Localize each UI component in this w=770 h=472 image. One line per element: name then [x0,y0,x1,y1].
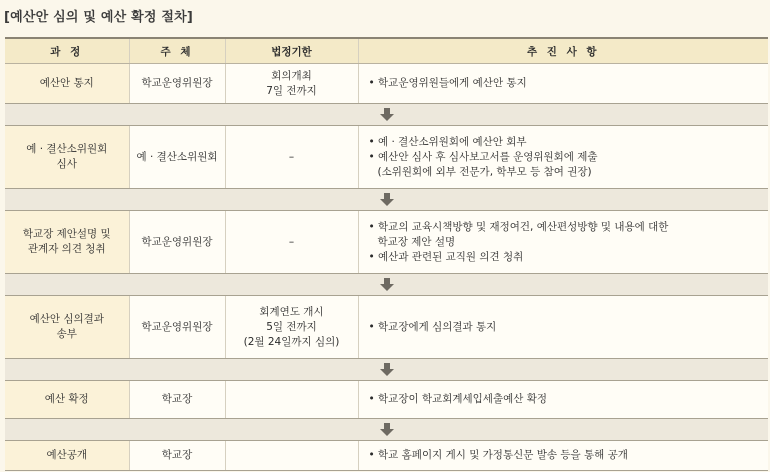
detail-item: (소위원회에 외부 전문가, 학부모 등 참여 권장) [377,165,592,178]
deadline-line: – [288,150,295,163]
deadline-line: 7일 전까지 [266,84,317,97]
table-row [5,126,768,189]
header-stage: 과 정 [5,38,129,64]
deadline-line: 회계연도 개시 [259,305,324,318]
detail-item: • 학교장에게 심의결과 통지 [368,320,497,333]
stage-line: 심사 [56,158,77,170]
detail-item: • 예산과 관련된 교직원 의견 청취 [368,250,524,263]
flow-arrow-row [5,274,768,296]
details-cell [358,381,768,419]
actor-line: 학교운영위원장 [141,77,213,89]
header-actor: 주 체 [129,38,225,64]
stage-line: 예산안 통지 [39,77,94,89]
deadline-line: 5일 전까지 [266,320,317,333]
table-row [5,441,768,471]
down-arrow-icon [380,108,394,121]
flow-arrow-row [5,419,768,441]
header-details: 추 진 사 항 [358,38,768,64]
stage-cell [5,64,129,104]
detail-item: 학교장 제안 설명 [377,235,456,248]
down-arrow-icon [380,278,394,291]
stage-line: 예산공개 [46,449,88,461]
detail-item: • 학교 홈페이지 게시 및 가정통신문 발송 등을 통해 공개 [368,449,628,461]
stage-cell [5,381,129,419]
flow-arrow-row [5,359,768,381]
actor-line: 학교장 [161,449,193,461]
deadline-line: 회의개최 [271,69,312,82]
header-row [5,38,768,64]
flow-arrow-row [5,189,768,211]
deadline-line: (2월 24일까지 심의) [243,335,340,348]
table-row [5,211,768,274]
actor-line: 학교운영위원장 [141,320,213,333]
details-cell [358,126,768,189]
detail-item: • 학교의 교육시책방향 및 재정여건, 예산편성방향 및 내용에 대한 [368,220,669,233]
stage-line: 예산 확정 [44,393,89,405]
deadline-cell [225,126,358,189]
deadline-cell [225,296,358,359]
deadline-cell [225,441,358,471]
stage-line: 예산안 심의결과 [29,313,104,325]
detail-item: • 학교운영위원들에게 예산안 통지 [368,77,527,89]
actor-cell [129,64,225,104]
actor-line: 학교장 [161,393,193,405]
details-cell [358,441,768,471]
flow-arrow-row [5,104,768,126]
deadline-line: – [288,235,295,248]
deadline-cell [225,211,358,274]
stage-line: 학교장 제안설명 및 [22,228,111,240]
details-cell [358,296,768,359]
header-deadline: 법정기한 [225,38,358,64]
table-row [5,296,768,359]
stage-line: 송부 [56,328,77,340]
actor-line: 학교운영위원장 [141,235,213,248]
down-arrow-icon [380,193,394,206]
stage-cell [5,211,129,274]
detail-item: • 학교장이 학교회계세입세출예산 확정 [368,393,547,405]
table-body [5,64,768,471]
actor-cell [129,296,225,359]
stage-cell [5,296,129,359]
deadline-cell [225,64,358,104]
stage-line: 예 · 결산소위원회 [26,143,108,155]
stage-cell [5,126,129,189]
details-cell [358,211,768,274]
detail-item: • 예 · 결산소위원회에 예산안 회부 [368,135,527,148]
stage-cell [5,441,129,471]
section-title: [예산안 심의 및 예산 확정 절차] [4,10,194,25]
actor-cell [129,381,225,419]
procedure-table [5,37,768,471]
actor-cell [129,441,225,471]
table-row [5,381,768,419]
down-arrow-icon [380,423,394,436]
actor-line: 예 · 결산소위원회 [136,150,218,163]
detail-item: • 예산안 심사 후 심사보고서를 운영위원회에 제출 [368,150,598,163]
table-row [5,64,768,104]
deadline-cell [225,381,358,419]
down-arrow-icon [380,363,394,376]
details-cell [358,64,768,104]
stage-line: 관계자 의견 청취 [27,243,106,255]
actor-cell [129,211,225,274]
actor-cell [129,126,225,189]
